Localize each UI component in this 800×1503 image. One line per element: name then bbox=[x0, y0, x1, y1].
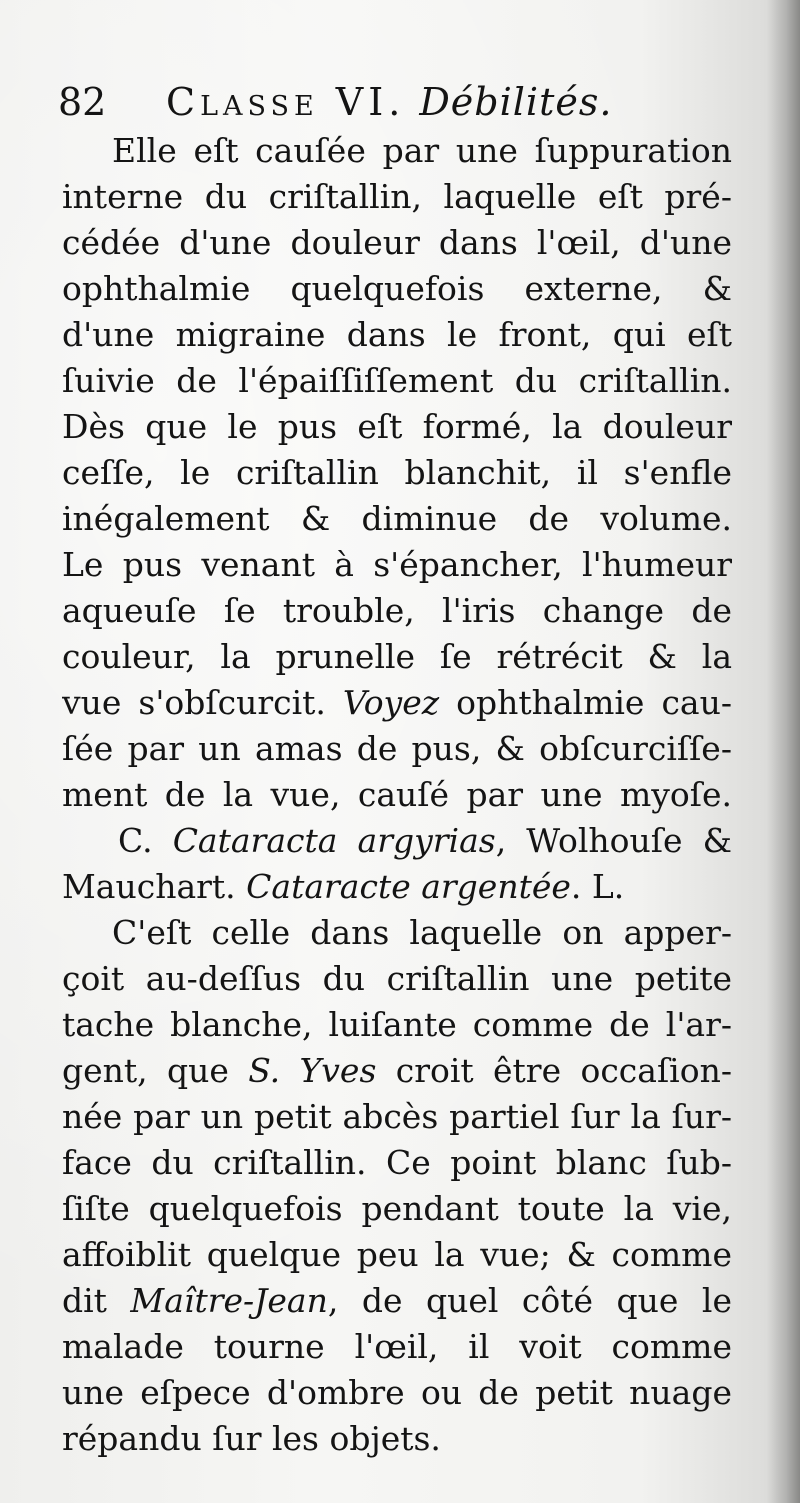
text-line: Dès que le pus eſt formé, la douleur bbox=[62, 407, 732, 446]
text-line: Elle eſt cauſée par une ſuppuration bbox=[112, 131, 732, 170]
text-line: dit Maître-Jean, de quel côté que le bbox=[62, 1281, 732, 1320]
text-line: ophthalmie quelquefois externe, & bbox=[62, 269, 732, 308]
text-line: interne du criſtallin, laquelle eſt pré- bbox=[62, 177, 732, 216]
italic-phrase: Maître-Jean bbox=[130, 1281, 328, 1320]
italic-phrase: Cataracte argentée bbox=[246, 867, 571, 906]
running-title: Classe VI. bbox=[166, 80, 406, 124]
text-line: Le pus venant à s'épancher, l'humeur bbox=[62, 545, 732, 584]
italic-phrase: Cataracta argyrias bbox=[172, 821, 496, 860]
text-line: tache blanche, luiſante comme de l'ar- bbox=[62, 1005, 732, 1044]
text-line: çoit au-deſſus du criſtallin une petite bbox=[62, 959, 732, 998]
text-line: ſiſte quelquefois pendant toute la vie, bbox=[62, 1189, 732, 1228]
text-line: couleur, la prunelle ſe rétrécit & la bbox=[62, 637, 732, 676]
text-line: d'une migraine dans le front, qui eſt bbox=[62, 315, 732, 354]
page-number: 82 bbox=[58, 80, 107, 124]
text-line: C. Cataracta argyrias, Wolhouſe & bbox=[118, 821, 732, 860]
text-line: répandu ſur les objets. bbox=[62, 1419, 441, 1458]
text-line: ment de la vue, cauſé par une myoſe. bbox=[62, 775, 732, 814]
text-line: ceſſe, le criſtallin blanchit, il s'enfle bbox=[62, 453, 732, 492]
text-line: ſuivie de l'épaiſſiſſement du criſtallin. bbox=[62, 361, 732, 400]
text-line: cédée d'une douleur dans l'œil, d'une bbox=[62, 223, 732, 262]
text-line: vue s'obſcurcit. Voyez ophthalmie cau- bbox=[62, 683, 732, 722]
text-line: une eſpece d'ombre ou de petit nuage bbox=[62, 1373, 732, 1412]
italic-phrase: Voyez bbox=[342, 683, 440, 722]
text-line: ſée par un amas de pus, & obſcurciſſe- bbox=[62, 729, 732, 768]
text-line: face du criſtallin. Ce point blanc ſub- bbox=[62, 1143, 732, 1182]
text-line: née par un petit abcès partiel ſur la ſur- bbox=[62, 1097, 732, 1136]
text-line: C'eſt celle dans laquelle on apper- bbox=[112, 913, 732, 952]
text-line: aqueuſe ſe trouble, l'iris change de bbox=[62, 591, 732, 630]
text-line: affoiblit quelque peu la vue; & comme bbox=[62, 1235, 732, 1274]
text-line: gent, que S. Yves croit être occaſion- bbox=[62, 1051, 732, 1090]
running-subject: Débilités. bbox=[419, 80, 613, 124]
italic-phrase: S. Yves bbox=[248, 1051, 377, 1090]
text-line: inégalement & diminue de volume. bbox=[62, 499, 732, 538]
text-line: malade tourne l'œil, il voit comme bbox=[62, 1327, 732, 1366]
text-line: Mauchart. Cataracte argentée. L. bbox=[62, 867, 625, 906]
